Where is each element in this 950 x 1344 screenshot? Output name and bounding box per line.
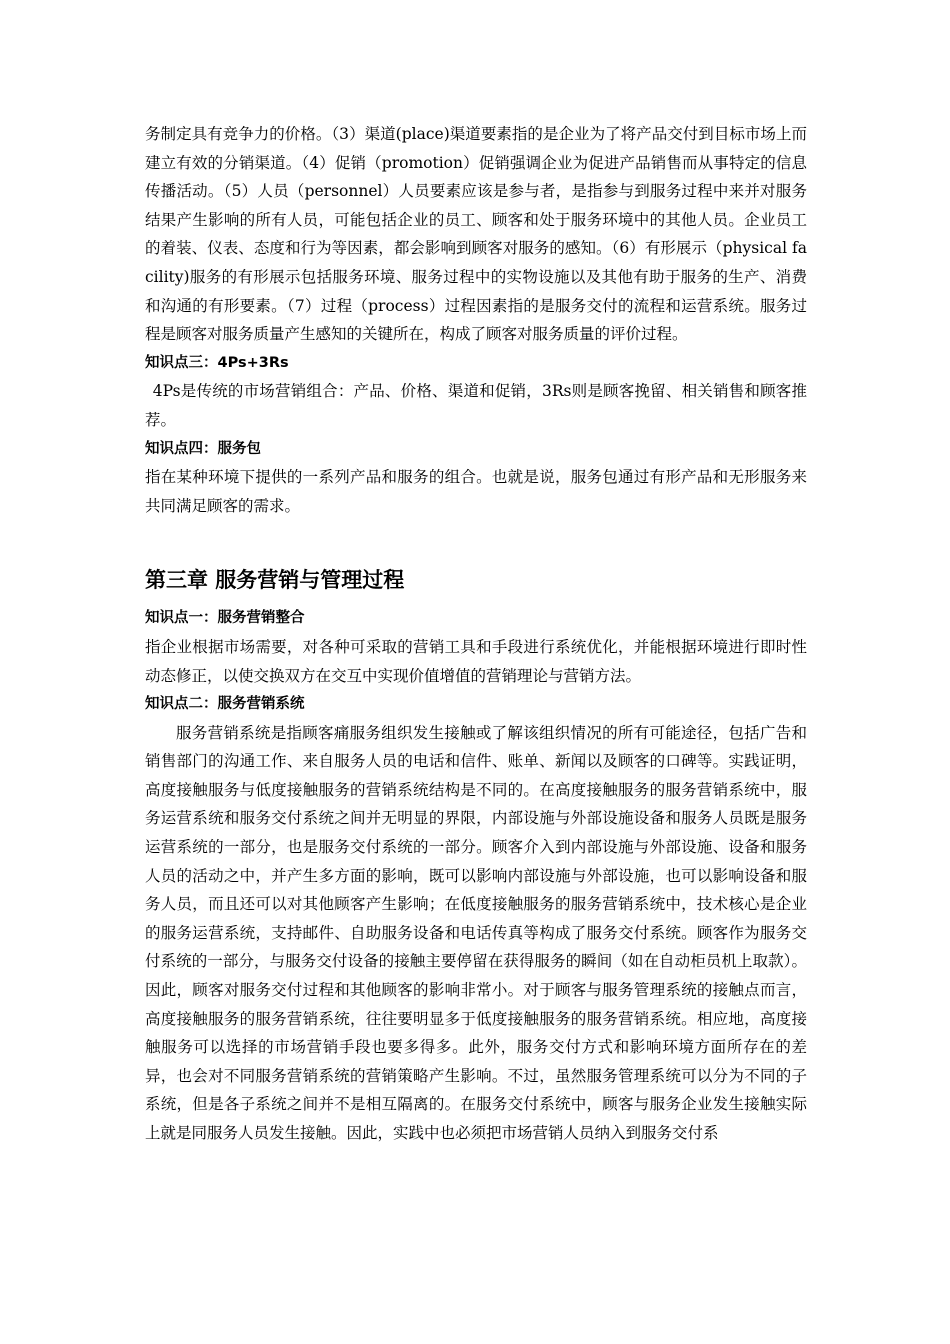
chapter3-knowledge-point-1-heading: 知识点一：服务营销整合 <box>145 610 305 627</box>
knowledge-point-3-heading: 知识点三：4Ps+3Rs <box>145 354 289 371</box>
chapter3-knowledge-point-1-text: 指企业根据市场需要，对各种可采取的营销工具和手段进行系统优化，并能根据环境进行即时性动态修正，以使交换双方在交互中实现价值增值的营销理论与营销方法。 <box>145 637 807 685</box>
chapter3-knowledge-point-2-heading: 知识点二：服务营销系统 <box>145 696 305 713</box>
page-content <box>145 120 807 1148</box>
knowledge-point-3-text: 4Ps是传统的市场营销组合：产品、价格、渠道和促销，3Rs则是顾客挽留、相关销售和顾客推荐。 <box>145 382 807 429</box>
chapter3-knowledge-point-2-text: 服务营销系统是指顾客痛服务组织发生接触或了解该组织情况的所有可能途径，包括广告和销售部门的沟通工作、来自服务人员的电话和信件、账单、新闻以及顾客的口碑等。实践证明，高度接触服务与低度接触服务的营销系统结构是不同的。在高度接触服务的服务营销系统中，服务运营系统和服务交付系统之间并无明显的界限，内部设施与外部设施设备和服务人员既是服务运营系统的一部分，也是服务交付系统的一部分。顾客介入到内部设施与外部设施、设备和服务人员的活动之中，并产生多方面的影响，既可以影响内部设施与外部设施，也可以影响设备和服务人员，而且还可以对其他顾客产生影响；在低度接触服务的服务营销系统中，技术核心是企业的服务运营系统，支持邮件、自助服务设备和电话传真等构成了服务交付系统。顾客作为服务交付系统的一部分，与服务交付设备的接触主要停留在获得服务的瞬间（如在自动柜员机上取款）。因此，顾客对服务交付过程和其他顾客的影响非常小。对于顾客与服务管理系统的接触点而言，高度接触服务的服务营销系统，往往要明显多于低度接触服务的服务营销系统。相应地，高度接触服务可以选择的市场营销手段也要多得多。此外，服务交付方式和影响环境方面所存在的差异，也会对不同服务营销系统的营销策略产生影响。不过，虽然服务管理系统可以分为不同的子系统，但是各子系统之间并不是相互隔离的。在服务交付系统中，顾客与服务企业发生接触实际上就是同服务人员发生接触。因此，实践中也必须把市场营销人员纳入到服务交付系 <box>145 723 807 1142</box>
knowledge-point-4-text: 指在某种环境下提供的一系列产品和服务的组合。也就是说，服务包通过有形产品和无形服务来共同满足顾客的需求。 <box>145 468 807 515</box>
knowledge-point-4-heading: 知识点四：服务包 <box>145 440 261 457</box>
continued-paragraph: 务制定具有竞争力的价格。（3）渠道(place)渠道要素指的是企业为了将产品交付到目标市场上而建立有效的分销渠道。（4）促销（promotion）促销强调企业为促进产品销售而从事特定的信息传播活动。（5）人员（personnel）人员要素应该是参与者，是指参与到服务过程中来并对服务结果产生影响的所有人员，可能包括企业的员工、顾客和处于服务环境中的其他人员。企业员工的着装、仪表、态度和行为等因素，都会影响到顾客对服务的感知。（6）有形展示（physical facility)服务的有形展示包括服务环境、服务过程中的实物设施以及其他有助于服务的生产、消费和沟通的有形要素。（7）过程（process）过程因素指的是服务交付的流程和运营系统。服务过程是顾客对服务质量产生感知的关键所在，构成了顾客对服务质量的评价过程。 <box>145 125 807 344</box>
chapter-title: 第三章 服务营销与管理过程 <box>145 568 405 593</box>
